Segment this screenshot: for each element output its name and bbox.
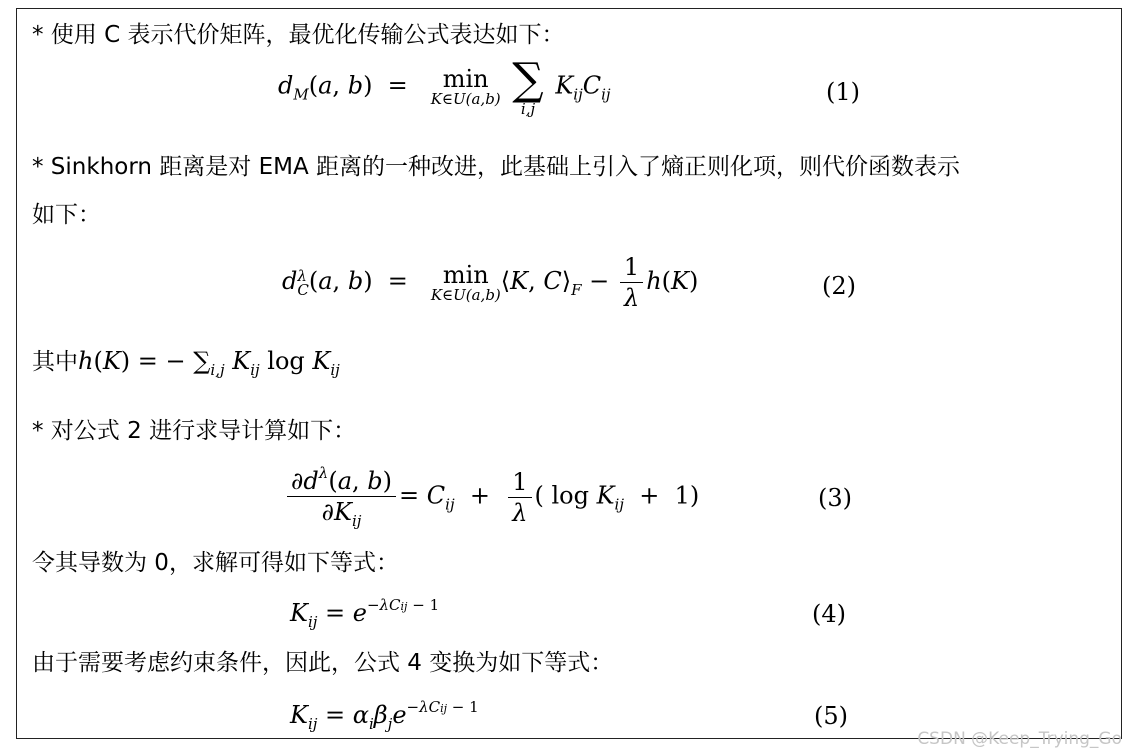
watermark: CSDN @Keep_Trying_Go xyxy=(917,729,1122,749)
equation-1: $d_M(a$, b) = min K∈U(a,b) ∑ i,j $K_{ij}C_{ij}$ xyxy=(278,54,611,118)
text-line-constraints: 由于需要考虑约束条件，因此，公式 4 变换为如下等式： xyxy=(32,650,614,676)
equation-5: $K_{ij} = \alpha_i\beta_je^{-\lambda Cij - 1}$ xyxy=(290,698,479,733)
equation-2: d λ C (a, b) = min K∈U(a,b) ⟨K, $C⟩_F$ − $\frac{1}{\lambda}$ h(K) xyxy=(282,253,699,312)
equation-2-number: (2) xyxy=(822,272,856,300)
equation-3-number: (3) xyxy=(818,484,852,512)
text-line-cost-matrix: * 使用 C 表示代价矩阵，最优化传输公式表达如下： xyxy=(32,22,565,48)
text-line-entropy-def: 其中h(K) = − $\sum_{i,j}$ $K_{ij}$ $\log K_{ij}$ xyxy=(32,347,340,379)
equation-5-number: (5) xyxy=(814,702,848,730)
text-line-set-zero: 令其导数为 0，求解可得如下等式： xyxy=(32,550,399,576)
text-line-derivative: * 对公式 2 进行求导计算如下： xyxy=(32,418,357,444)
equation-1-number: (1) xyxy=(826,78,860,106)
equation-4-number: (4) xyxy=(812,600,846,628)
text-line-sinkhorn: * Sinkhorn 距离是对 EMA 距离的一种改进，此基础上引入了熵正则化项，则代价函数表示 xyxy=(32,154,961,180)
equation-3: $\frac{\partial d^\lambda(a, b)}{\partial K_{ij}}$ = $C_{ij}$ + $\frac{1}{\lambda}$ ( $\log K_{ij} + 1$) xyxy=(284,458,699,536)
entropy-def-prefix: 其中 xyxy=(32,349,78,375)
equation-4: $K_{ij} = e^{-\lambda Cij - 1}$ xyxy=(290,596,440,631)
text-line-as-follows: 如下： xyxy=(32,202,101,228)
